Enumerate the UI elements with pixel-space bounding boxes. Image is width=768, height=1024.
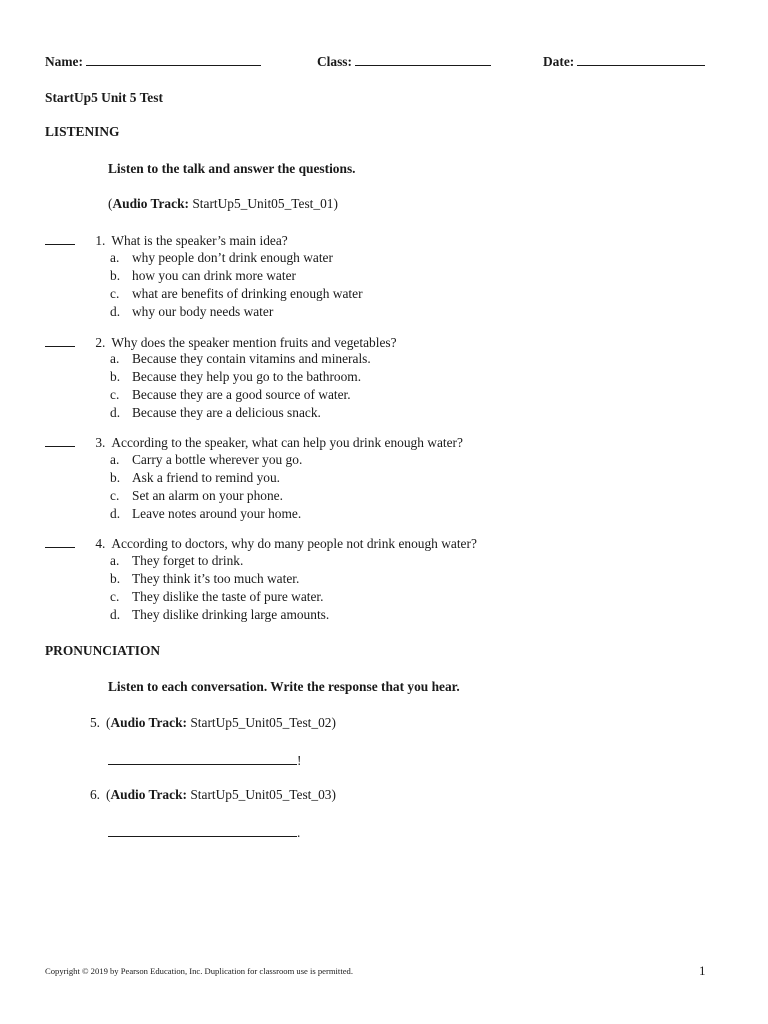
option-text: what are benefits of drinking enough water (132, 286, 363, 301)
class-field[interactable] (317, 53, 491, 70)
option (110, 553, 243, 569)
question-number: 2. (95, 335, 106, 350)
answer-line[interactable] (108, 752, 297, 765)
option (110, 369, 361, 385)
option-text: Ask a friend to remind you. (132, 470, 281, 485)
option-text: why people don’t drink enough water (132, 250, 333, 265)
option-letter: c. (110, 589, 120, 604)
option-text: Leave notes around your home. (132, 506, 302, 521)
question-text: Why does the speaker mention fruits and vegetables? (111, 335, 397, 350)
option-text: Because they are a good source of water. (132, 387, 351, 402)
audio-track-name: StartUp5_Unit05_Test_03) (186, 787, 336, 802)
pronunciation-item-5 (82, 715, 336, 731)
item-number: 6. (89, 787, 100, 802)
pronunciation-instruction: Listen to each conversation. Write the response that you hear. (108, 679, 460, 694)
end-punctuation: ! (297, 753, 302, 768)
question-number: 3. (95, 435, 106, 450)
option-letter: b. (110, 470, 121, 485)
option-letter: c. (110, 488, 120, 503)
option-letter: d. (110, 304, 121, 319)
listening-instruction: Listen to the talk and answer the questions. (108, 161, 356, 176)
question-text: What is the speaker’s main idea? (111, 233, 288, 248)
option-text: Carry a bottle wherever you go. (132, 452, 303, 467)
option (110, 304, 273, 320)
option-letter: c. (110, 286, 120, 301)
option (110, 452, 302, 468)
question-number: 4. (95, 536, 106, 551)
option-text: They dislike the taste of pure water. (132, 589, 324, 604)
option (110, 250, 333, 266)
question-text: According to doctors, why do many people not drink enough water? (111, 536, 477, 551)
page-number: 1 (699, 963, 706, 978)
option (110, 607, 329, 623)
date-field[interactable] (543, 53, 705, 70)
option (110, 387, 351, 403)
response-line-6[interactable] (108, 824, 300, 841)
listening-heading: LISTENING (45, 124, 120, 139)
option (110, 571, 299, 587)
end-punctuation: . (297, 825, 301, 840)
option (110, 506, 301, 522)
name-field[interactable] (45, 53, 261, 70)
name-label: Name: (45, 54, 83, 69)
question-1 (45, 232, 288, 249)
class-line (355, 53, 491, 66)
audio-open: ( (106, 787, 111, 802)
audio-track-1 (108, 196, 338, 212)
item-number: 5. (89, 715, 100, 730)
option-letter: b. (110, 571, 121, 586)
audio-label: Audio Track: (110, 715, 187, 730)
option-letter: b. (110, 369, 121, 384)
option (110, 268, 296, 284)
option-text: Set an alarm on your phone. (132, 488, 283, 503)
option-text: Because they are a delicious snack. (132, 405, 321, 420)
option-letter: d. (110, 405, 121, 420)
option-letter: d. (110, 607, 121, 622)
option-text: why our body needs water (132, 304, 274, 319)
test-title: StartUp5 Unit 5 Test (45, 90, 163, 105)
option (110, 470, 280, 486)
option (110, 405, 321, 421)
pronunciation-heading: PRONUNCIATION (45, 643, 161, 658)
option-letter: a. (110, 553, 120, 568)
question-text: According to the speaker, what can help you drink enough water? (111, 435, 463, 450)
audio-label: Audio Track: (112, 196, 189, 211)
date-label: Date: (543, 54, 575, 69)
name-line (86, 53, 261, 66)
option (110, 589, 324, 605)
copyright-footer: Copyright © 2019 by Pearson Education, Inc. Duplication for classroom use is permitted. (45, 966, 353, 976)
date-line (577, 53, 705, 66)
option-letter: a. (110, 250, 120, 265)
option-text: They think it’s too much water. (132, 571, 300, 586)
option (110, 488, 283, 504)
option-letter: b. (110, 268, 121, 283)
option-text: They forget to drink. (132, 553, 244, 568)
question-number: 1. (95, 233, 106, 248)
answer-blank[interactable] (45, 434, 75, 447)
answer-blank[interactable] (45, 334, 75, 347)
audio-open: ( (108, 196, 113, 211)
question-2 (45, 334, 397, 351)
option-letter: c. (110, 387, 120, 402)
question-3 (45, 434, 463, 451)
audio-open: ( (106, 715, 111, 730)
option-text: how you can drink more water (132, 268, 296, 283)
answer-blank[interactable] (45, 232, 75, 245)
option (110, 286, 363, 302)
pronunciation-item-6 (82, 787, 336, 803)
audio-label: Audio Track: (110, 787, 187, 802)
option-text: Because they contain vitamins and minerals. (132, 351, 371, 366)
response-line-5[interactable] (108, 752, 301, 769)
audio-track-name: StartUp5_Unit05_Test_02) (186, 715, 336, 730)
question-4 (45, 535, 477, 552)
option-letter: d. (110, 506, 121, 521)
option-text: They dislike drinking large amounts. (132, 607, 330, 622)
option (110, 351, 371, 367)
audio-track-name: StartUp5_Unit05_Test_01) (188, 196, 338, 211)
answer-line[interactable] (108, 824, 297, 837)
option-letter: a. (110, 452, 120, 467)
option-letter: a. (110, 351, 120, 366)
class-label: Class: (317, 54, 352, 69)
answer-blank[interactable] (45, 535, 75, 548)
option-text: Because they help you go to the bathroom. (132, 369, 362, 384)
